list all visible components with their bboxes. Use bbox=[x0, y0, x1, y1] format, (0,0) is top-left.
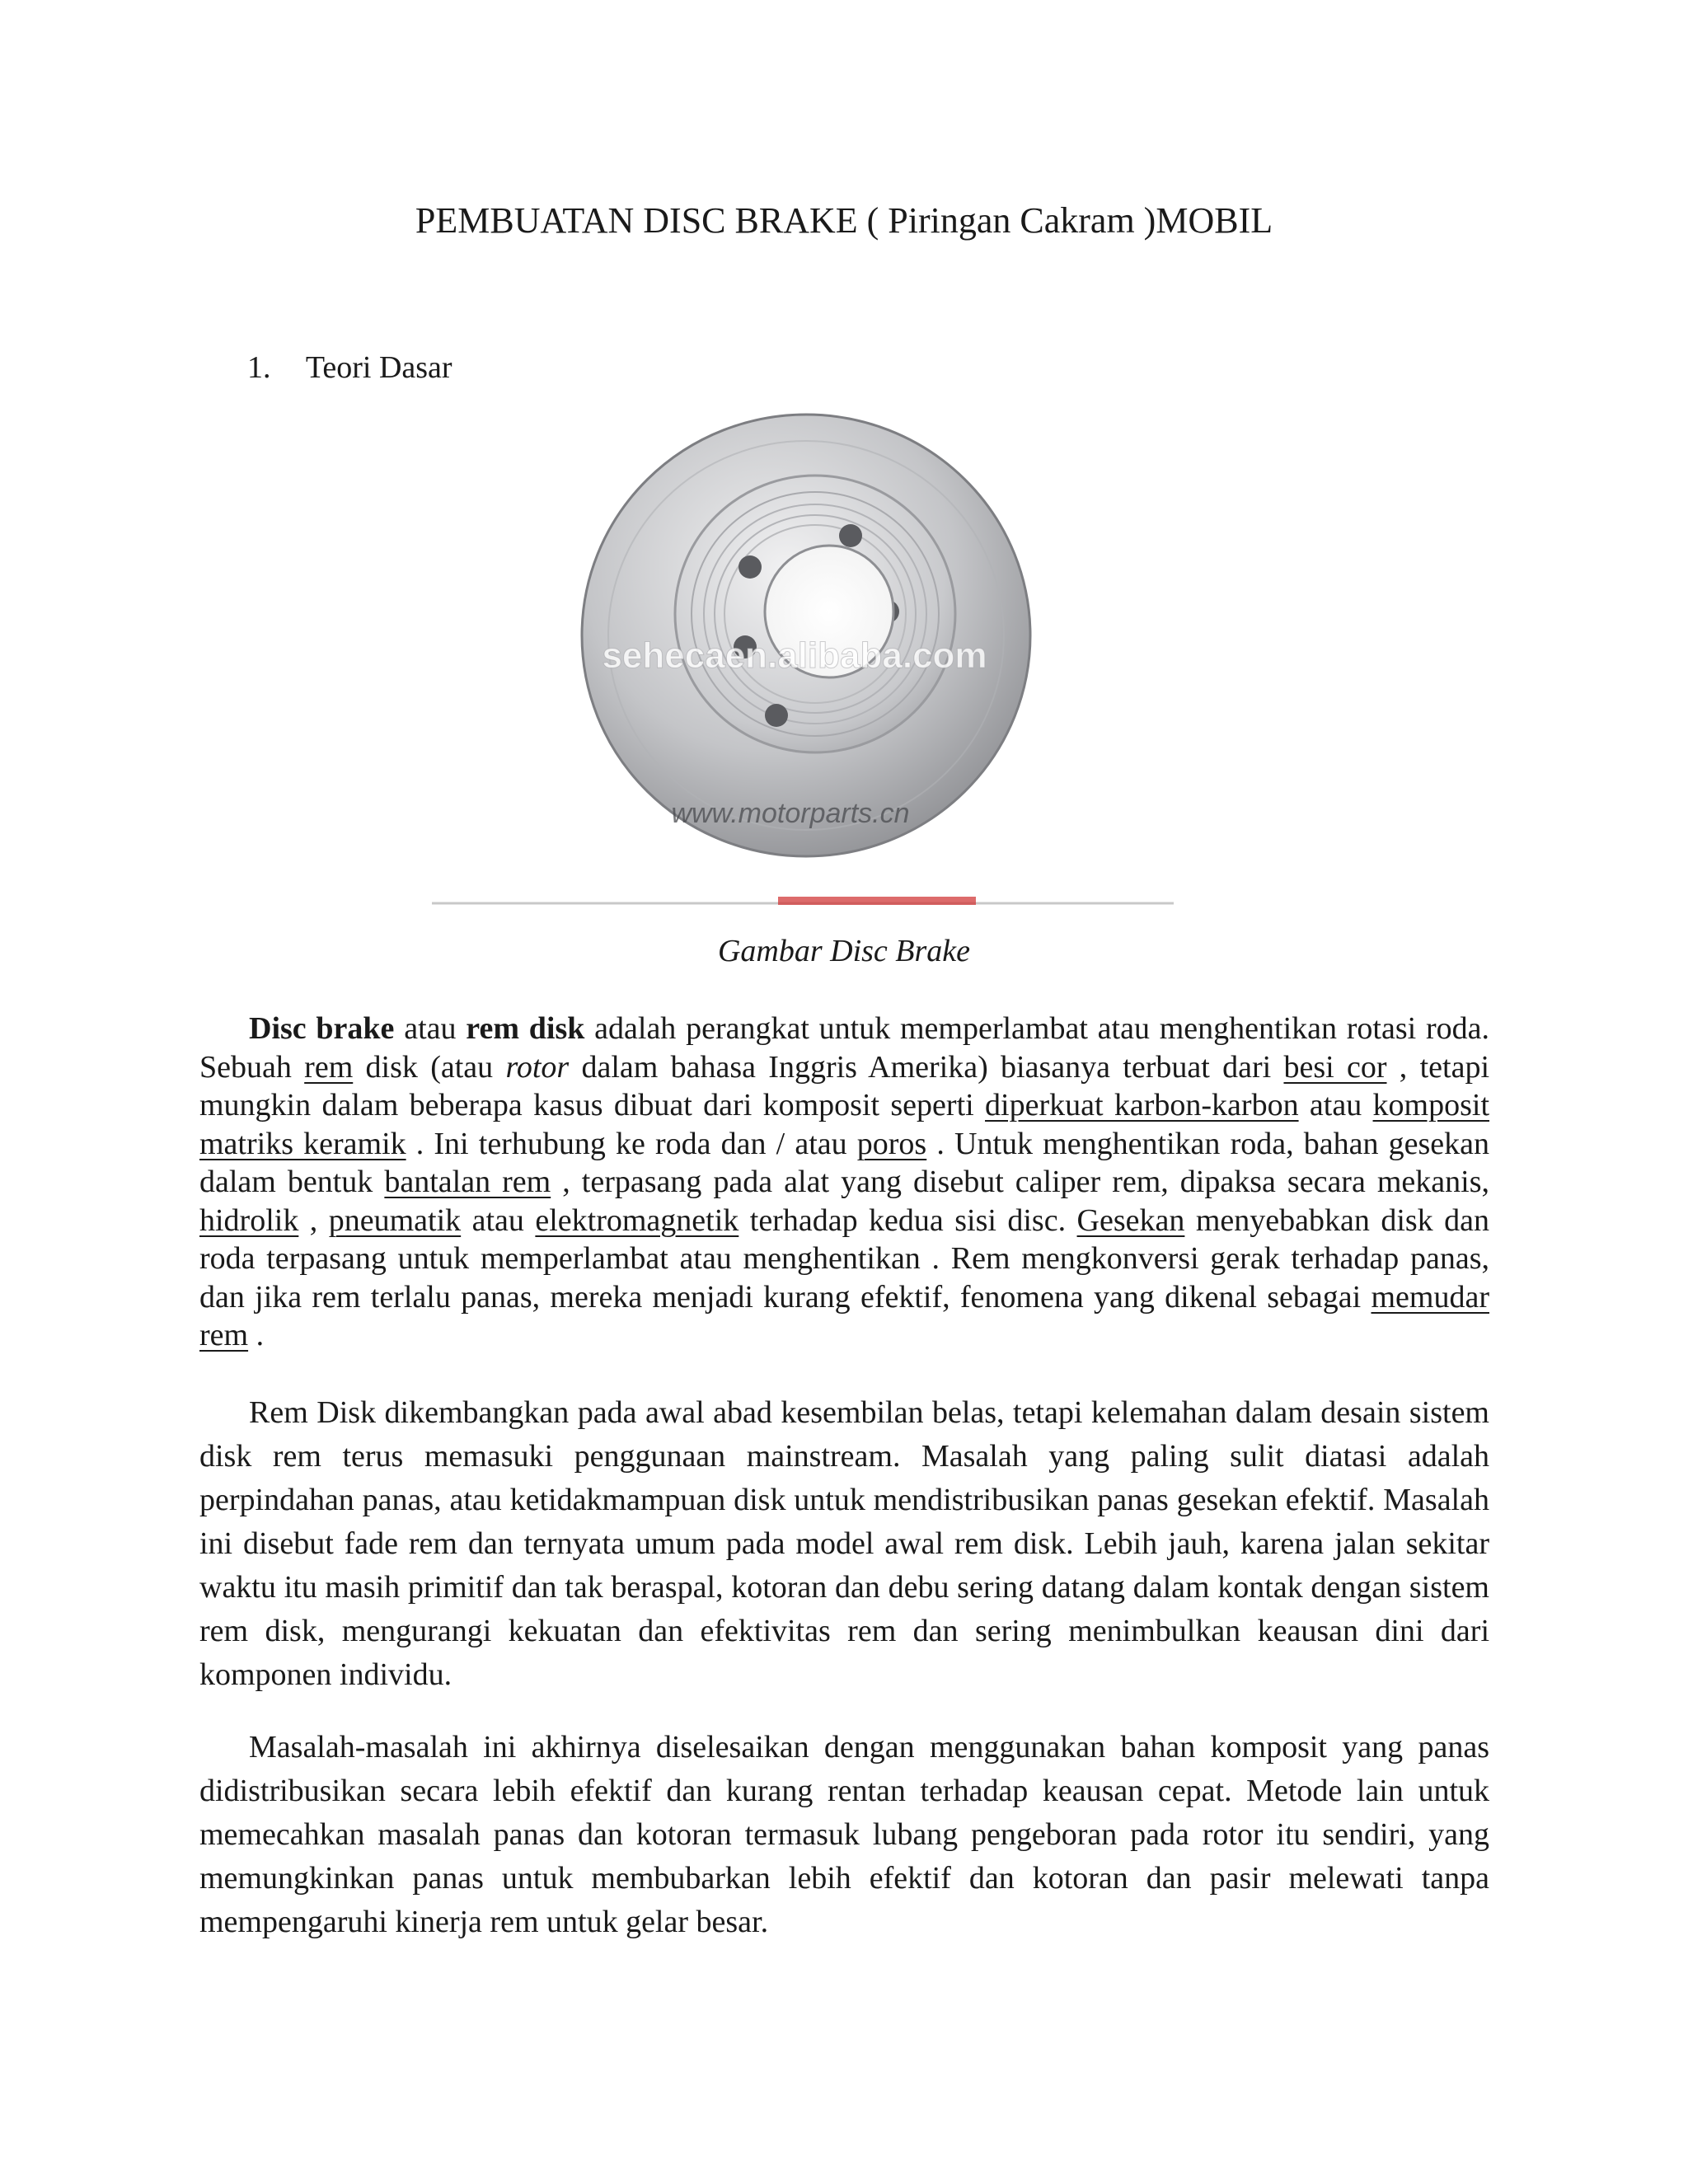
link-pneumatik[interactable]: pneumatik bbox=[328, 1202, 462, 1238]
red-watermark-strip bbox=[778, 897, 976, 905]
link-diperkuat-karbon[interactable]: diperkuat karbon-karbon bbox=[985, 1088, 1299, 1122]
link-besi-cor[interactable]: besi cor bbox=[1283, 1049, 1387, 1085]
term-rem-disk: rem disk bbox=[466, 1011, 585, 1046]
section-number: 1. bbox=[247, 350, 271, 385]
lug-hole bbox=[839, 524, 862, 547]
link-bantalan-rem[interactable]: bantalan rem bbox=[384, 1165, 551, 1199]
watermark-top: sehecaen.alibaba.com bbox=[602, 635, 987, 676]
watermark-url: www.motorparts.cn bbox=[671, 798, 910, 829]
link-rem[interactable]: rem bbox=[304, 1049, 354, 1085]
section-title: Teori Dasar bbox=[305, 350, 452, 385]
figure-caption: Gambar Disc Brake bbox=[717, 934, 971, 968]
link-gesekan[interactable]: Gesekan bbox=[1076, 1202, 1185, 1238]
link-memudar-rem[interactable]: memudar rem bbox=[199, 1279, 1489, 1352]
link-poros[interactable]: poros bbox=[856, 1126, 927, 1161]
link-komposit-matriks-keramik[interactable]: komposit matriks keramik bbox=[199, 1088, 1490, 1161]
document-title: PEMBUATAN DISC BRAKE ( Piringan Cakram )MOBIL bbox=[415, 200, 1273, 241]
link-elektromagnetik[interactable]: elektromagnetik bbox=[535, 1202, 739, 1238]
paragraph-1: Disc brake atau rem disk adalah perangkat untuk memperlambat atau menghentikan rotasi roda. Sebuah rem disk (atau rotor dalam bahasa Inggris Amerika) biasanya terbuat dari besi cor , tetapi mungkin dalam beberapa kasus dibuat dari komposit seperti diperkuat karbon-karbon atau komposit matriks keramik . Ini terhubung ke roda dan / atau poros . Untuk menghentikan roda, bahan gesekan dalam bentuk bantalan rem , terpasang pada alat yang disebut caliper rem, dipaksa secara mekanis, hidrolik , pneumatik atau elektromagnetik terhadap kedua sisi disc. Gesekan menyebabkan disk dan roda terpasang untuk memperlambat atau menghentikan . Rem mengkonversi gerak terhadap panas, dan jika rem terlalu panas, mereka menjadi kurang efektif, fenomena yang dikenal sebagai memudar rem . bbox=[199, 1011, 1490, 1352]
paragraph-2: Rem Disk dikembangkan pada awal abad kesembilan belas, tetapi kelemahan dalam desain sistem disk rem terus memasuki penggunaan mainstream. Masalah yang paling sulit diatasi adalah perpindahan panas, atau ketidakmampuan disk untuk mendistribusikan panas gesekan efektif. Masalah ini disebut fade rem dan ternyata umum pada model awal rem disk. Lebih jauh, karena jalan sekitar waktu itu masih primitif dan tak beraspal, kotoran dan debu sering datang dalam kontak dengan sistem rem disk, mengurangi kekuatan dan efektivitas rem dan sering menimbulkan keausan dini dari komponen individu. bbox=[199, 1395, 1489, 1692]
term-rotor: rotor bbox=[505, 1049, 570, 1085]
link-hidrolik[interactable]: hidrolik bbox=[199, 1202, 299, 1238]
lug-hole bbox=[765, 704, 788, 727]
paragraph-3: Masalah-masalah ini akhirnya diselesaikan dengan menggunakan bahan komposit yang panas didistribusikan secara lebih efektif dan kurang rentan terhadap keausan cepat. Metode lain untuk memecahkan masalah panas dan kotoran termasuk lubang pengeboran pada rotor itu sendiri, yang memungkinkan panas untuk membubarkan lebih efektif dan kotoran dan pasir melewati tanpa mempengaruhi kinerja rem untuk gelar besar. bbox=[199, 1730, 1489, 1939]
section-heading bbox=[247, 348, 452, 387]
lug-hole bbox=[738, 555, 762, 579]
term-disc-brake: Disc brake bbox=[249, 1011, 395, 1046]
disc-brake-image bbox=[432, 396, 1174, 907]
disc-brake-photo bbox=[432, 396, 1174, 907]
